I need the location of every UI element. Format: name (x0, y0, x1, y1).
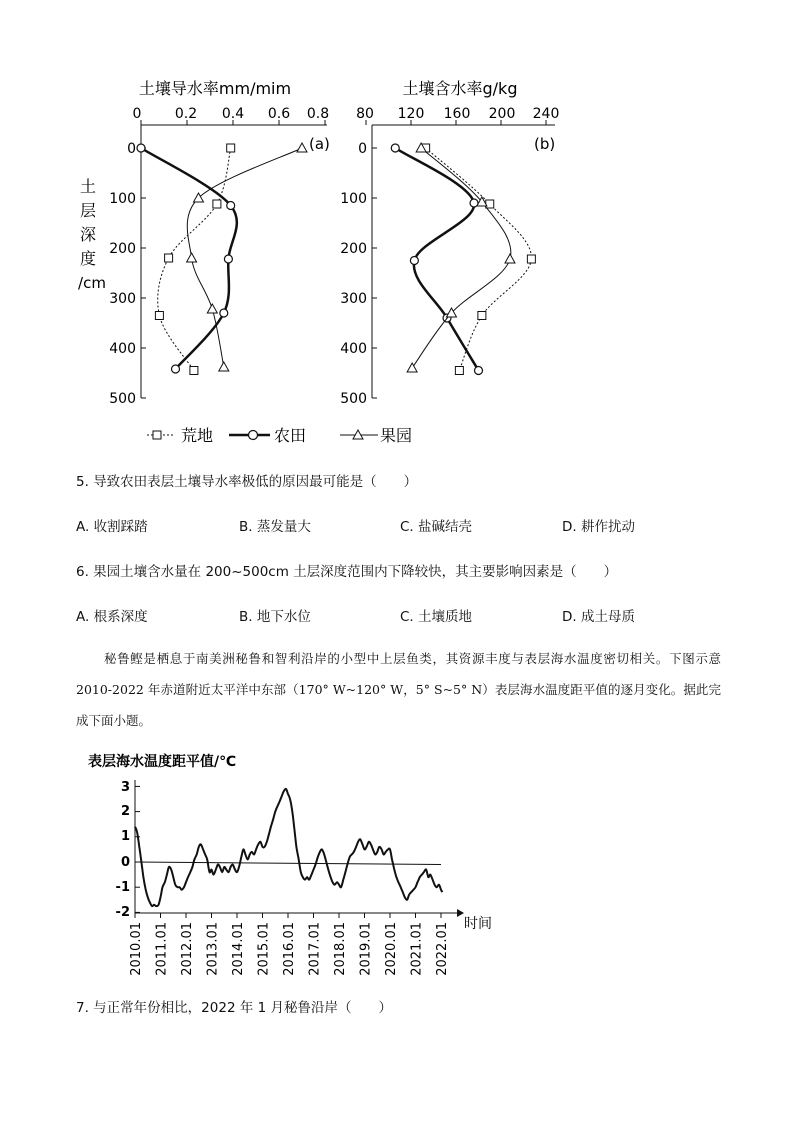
tick-label: 2019.01 (358, 922, 374, 976)
data-point-farmland (137, 144, 145, 152)
q5-option-d[interactable]: D. 耕作扰动 (562, 519, 635, 535)
tick-label: 500 (109, 391, 136, 407)
data-point-wasteland (165, 254, 173, 262)
tick-label: 200 (488, 106, 516, 122)
q6-option-d[interactable]: D. 成土母质 (562, 609, 635, 625)
y-label-char: 度 (79, 249, 97, 268)
q6-option-c[interactable]: C. 土壤质地 (400, 609, 473, 625)
panel-a-title: 土壤导水率mm/mim (138, 79, 292, 98)
tick-label: 0.6 (267, 106, 291, 122)
sst-axes (135, 780, 464, 917)
soil-series (137, 143, 535, 375)
tick-label: 500 (340, 391, 367, 407)
tick-label: 160 (443, 106, 471, 122)
data-point-wasteland (478, 312, 486, 320)
data-point-farmland (410, 257, 418, 265)
tick-label: 2020.01 (384, 922, 399, 976)
tick-label: 2 (120, 804, 130, 819)
data-point-wasteland (155, 312, 163, 320)
question-6-stem: 6. 果园土壤含水量在 200~500cm 土层深度范围内下降较快，其主要影响因素是（ ） (76, 564, 618, 580)
q5-option-c[interactable]: C. 盐碱结壳 (400, 519, 473, 535)
legend-label: 农田 (274, 426, 307, 445)
soil-figure (0, 0, 794, 455)
tick-label: 400 (340, 341, 367, 357)
tick-label: 200 (340, 241, 367, 257)
tick-label: 0 (127, 141, 136, 157)
panel-b-xticks (356, 106, 559, 122)
data-point-orchard (187, 253, 197, 262)
tick-label: 2021.01 (409, 922, 425, 976)
tick-label: 100 (340, 191, 367, 207)
tick-label: 2018.01 (333, 922, 348, 976)
tick-label: 300 (340, 291, 367, 307)
sst-series (135, 789, 442, 906)
tick-label: 80 (356, 106, 374, 122)
y-label-char: 土 (79, 177, 97, 196)
legend-label: 荒地 (181, 426, 214, 445)
sst-chart-title: 表层海水温度距平值/℃ (88, 754, 237, 770)
tick-label: 2012.01 (180, 922, 195, 976)
data-point-wasteland (227, 144, 235, 152)
panel-b-yticks (340, 141, 367, 407)
tick-label: 300 (109, 291, 136, 307)
panel-a-xticks (133, 106, 330, 122)
data-point-orchard (207, 304, 217, 313)
tick-label: 2010.01 (129, 922, 144, 976)
data-point-farmland (172, 365, 180, 373)
data-point-wasteland (455, 367, 463, 375)
data-point-wasteland (213, 200, 221, 208)
tick-label: 0 (120, 855, 130, 870)
sst-yticks (116, 780, 130, 920)
data-point-orchard (407, 363, 417, 372)
y-label-char: 层 (79, 201, 97, 220)
tick-label: 0 (132, 106, 142, 122)
tick-label: 200 (109, 241, 136, 257)
data-point-orchard (219, 362, 229, 371)
circle-marker (249, 431, 258, 440)
tick-label: 0 (358, 141, 367, 157)
data-point-orchard (505, 254, 515, 263)
tick-label: -2 (115, 905, 130, 920)
q6-option-a[interactable]: A. 根系深度 (76, 609, 148, 625)
legend-item-farmland (229, 426, 306, 445)
tick-label: 400 (109, 341, 136, 357)
series-line-orchard (187, 148, 302, 367)
zero-reference-line (135, 862, 441, 865)
sst-xticks (129, 786, 450, 975)
tick-label: 0.8 (306, 106, 330, 122)
data-point-farmland (224, 255, 232, 263)
tick-label: 1 (120, 829, 130, 844)
sst-anomaly-line (135, 789, 442, 906)
data-point-wasteland (190, 367, 198, 375)
tick-label: 2022.01 (435, 922, 450, 976)
panel-b-axes (366, 120, 555, 398)
data-point-farmland (227, 202, 235, 210)
tick-label: 2017.01 (307, 922, 323, 976)
tick-label: 2015.01 (256, 922, 272, 976)
tick-label: 2013.01 (205, 922, 221, 976)
data-point-farmland (475, 367, 483, 375)
tick-label: 0.4 (221, 106, 245, 122)
panel-a-yticks (109, 141, 136, 407)
panel-b-tag: (b) (534, 135, 556, 153)
y-label-char: 深 (79, 225, 97, 244)
legend (147, 426, 412, 445)
data-point-orchard (297, 143, 307, 152)
tick-label: -1 (115, 880, 130, 895)
square-marker (153, 431, 161, 439)
question-5-stem: 5. 导致农田表层土壤导水率极低的原因最可能是（ ） (76, 474, 418, 490)
data-point-farmland (220, 309, 228, 317)
tick-label: 240 (532, 106, 560, 122)
tick-label: 3 (120, 780, 130, 795)
data-point-farmland (391, 144, 399, 152)
sst-xlabel: 时间 (464, 916, 492, 932)
data-point-wasteland (527, 255, 535, 263)
tick-label: 2014.01 (231, 922, 246, 976)
legend-label: 果园 (380, 426, 413, 445)
y-label-char: /cm (78, 274, 106, 292)
tick-label: 0.2 (174, 106, 198, 122)
tick-label: 2016.01 (282, 922, 297, 976)
series-line-orchard (412, 148, 511, 368)
y-axis-label (78, 177, 106, 292)
q6-option-b[interactable]: B. 地下水位 (239, 609, 311, 625)
sst-chart (0, 745, 794, 980)
series-line-wasteland (426, 148, 532, 371)
data-point-wasteland (486, 200, 494, 208)
tick-label: 100 (109, 191, 136, 207)
q5-option-b[interactable]: B. 蒸发量大 (239, 519, 311, 535)
q5-option-a[interactable]: A. 收割踩踏 (76, 519, 148, 535)
legend-item-wasteland (147, 426, 213, 445)
legend-item-orchard (340, 426, 412, 445)
panel-b-title: 土壤含水率g/kg (402, 79, 518, 98)
tick-label: 2011.01 (154, 922, 170, 976)
passage-text: 秘鲁鲣是栖息于南美洲秘鲁和智利沿岸的小型中上层鱼类，其资源丰度与表层海水温度密切相关。下图示意 2010-2022 年赤道附近太平洋中东部（170° W~120° W，5° S~5° N）表层海水温度距平值的逐月变化。据此完成下面小题。 (76, 651, 721, 728)
tick-label: 120 (397, 106, 425, 122)
question-7-stem: 7. 与正常年份相比，2022 年 1 月秘鲁沿岸（ ） (76, 1000, 392, 1016)
panel-a-tag: (a) (309, 135, 330, 153)
